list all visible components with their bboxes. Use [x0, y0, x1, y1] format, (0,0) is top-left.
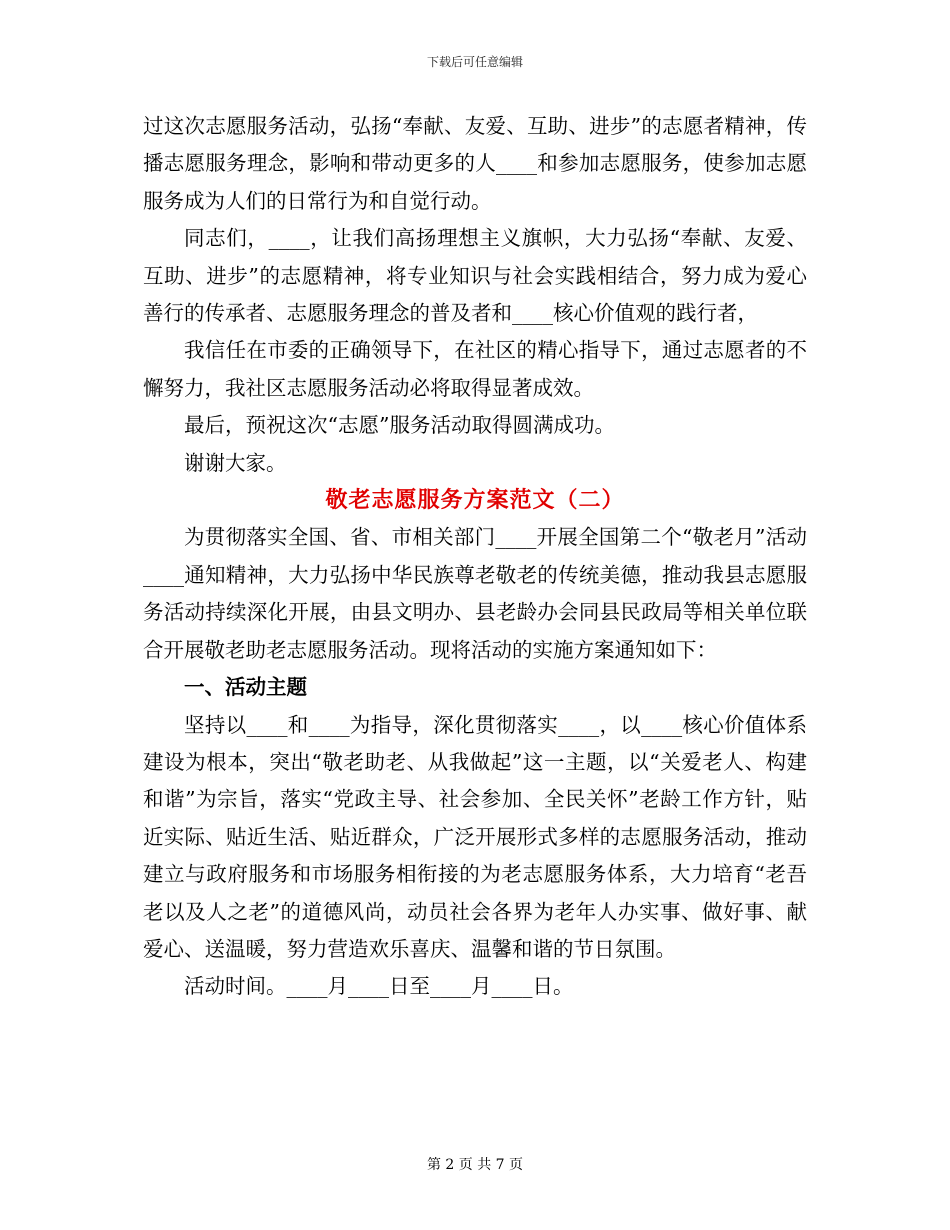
page-header: 下载后可任意编辑 — [426, 55, 523, 69]
paragraph-belief: 我信任在市委的正确领导下，在社区的精心指导下，通过志愿者的不懈努力，我社区志愿服务活动必将取得显著成效。 — [143, 338, 807, 400]
paragraph-comrades: 同志们，____，让我们高扬理想主义旗帜，大力弘扬“奉献、友爱、互助、进步”的志愿精神，将专业知识与社会实践相结合，努力成为爱心善行的传承者、志愿服务理念的普及者和____核心价值观的践行者， — [143, 226, 807, 326]
paragraph-finally: 最后，预祝这次“志愿”服务活动取得圆满成功。 — [184, 413, 615, 438]
paragraph-theme: 坚持以____和____为指导，深化贯彻落实____，以____核心价值体系建设为根本，突出“敬老助老、从我做起”这一主题，以“关爱老人、构建和谐”为宗旨，落实“党政主导、社会参加、全民关怀”老龄工作方针，贴近实际、贴近生活、贴近群众，广泛开展形式多样的志愿服务活动，推动建立与政府服务和市场服务相衔接的为老志愿服务体系，大力培育“老吾老以及人之老”的道德风尚，动员社会各界为老年人办实事、做好事、献爱心、送温暖，努力营造欢乐喜庆、温馨和谐的节日氛围。 — [143, 712, 807, 961]
theme-heading: 一、活动主题 — [184, 675, 307, 700]
paragraph-intro: 为贯彻落实全国、省、市相关部门____开展全国第二个“敬老月”活动____通知精神，大力弘扬中华民族尊老敬老的传统美德，推动我县志愿服务活动持续深化开展，由县文明办、县老龄办会同县民政局等相关单位联合开展敬老助老志愿服务活动。现将活动的实施方案通知如下： — [143, 525, 807, 662]
document-body — [143, 108, 807, 1006]
page-footer: 第 2 页 共 7 页 — [426, 1157, 524, 1173]
paragraph-continuation: 过这次志愿服务活动，弘扬“奉献、友爱、互助、进步”的志愿者精神，传播志愿服务理念，影响和带动更多的人____和参加志愿服务，使参加志愿服务成为人们的日常行为和自觉行动。 — [143, 114, 807, 213]
paragraph-activity-time: 活动时间。____月____日至____月____日。 — [184, 974, 574, 999]
section-title: 敬老志愿服务方案范文（二） — [325, 487, 625, 514]
paragraph-thanks: 谢谢大家。 — [184, 450, 287, 475]
